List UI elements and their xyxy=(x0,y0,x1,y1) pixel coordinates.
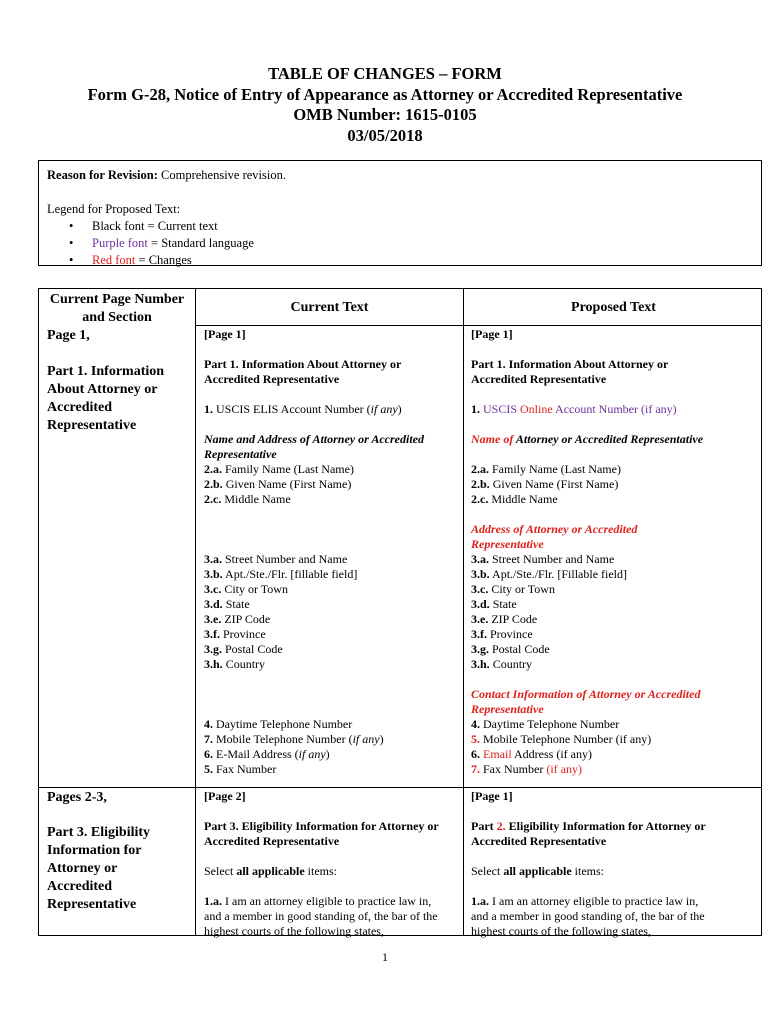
changes-table xyxy=(38,288,762,936)
header-date: 03/05/2018 xyxy=(347,125,423,145)
header-title: TABLE OF CHANGES – FORM xyxy=(268,64,502,83)
header-row-divider xyxy=(195,325,761,326)
legend-item-purple: • Purple font = Standard language xyxy=(47,235,254,252)
reason-line: Reason for Revision: Comprehensive revision. xyxy=(47,168,286,182)
column-divider xyxy=(463,289,464,935)
legend-item-black: • Black font = Current text xyxy=(47,218,254,235)
row2-proposed-text: [Page 1] Part 2. Eligibility Information for Attorney or Accredited Representative Select all applicable items: 1.a. I am an attorney eligible to practice law in, and a member in good standing of, the bar of the highest courts of the following states, xyxy=(471,789,706,938)
col-header-current: Current Text xyxy=(290,300,369,315)
row2-page: Pages 2-3, xyxy=(47,790,107,805)
column-divider xyxy=(195,289,196,935)
col-header-page: Current Page Number and Section xyxy=(49,292,185,325)
col-header-proposed: Proposed Text xyxy=(571,300,656,315)
header-omb-number: OMB Number: 1615-0105 xyxy=(293,105,477,124)
document-header xyxy=(0,64,770,146)
row2-section: Part 3. Eligibility Information for Attorney or Accredited Representative xyxy=(47,825,151,912)
legend-item-red: • Red font = Changes xyxy=(47,252,254,269)
legend-list xyxy=(47,218,254,269)
row1-page: Page 1, xyxy=(47,328,90,343)
legend-title: Legend for Proposed Text: xyxy=(47,202,181,216)
row1-current-text: [Page 1] Part 1. Information About Attorney or Accredited Representative 1. USCIS ELIS Account Number (if any) Name and Address of Attorney or Accredited Representative 2.a. Family Name (Last Name) 2.b. Given Name (First Name) 2.c. Middle Name 3.a. Street Number and Name 3.b. Apt./Ste./Flr. [fillable field] 3.c. City or Town 3.d. State 3.e. ZIP Code 3.f. Province 3.g. Postal Code 3.h. Country 4. Daytime Telephone Number 7. Mobile Telephone Number (if any) 6. E-Mail Address (if any) 5. Fax Number xyxy=(204,327,424,776)
row1-proposed-text: [Page 1] Part 1. Information About Attorney or Accredited Representative 1. USCIS Online Account Number (if any) Name of Attorney or Accredited Representative 2.a. Family Name (Last Name) 2.b. Given Name (First Name) 2.c. Middle Name Address of Attorney or Accredited Representative 3.a. Street Number and Name 3.b. Apt./Ste./Flr. [Fillable field] 3.c. City or Town 3.d. State 3.e. ZIP Code 3.f. Province 3.g. Postal Code 3.h. Country Contact Information of Attorney or Accredited Representative 4. Daytime Telephone Number 5. Mobile Telephone Number (if any) 6. Email Address (if any) 7. Fax Number (if any) xyxy=(471,327,704,776)
row1-section: Part 1. Information About Attorney or Accredited Representative xyxy=(47,364,165,433)
row2-current-text: [Page 2] Part 3. Eligibility Information for Attorney or Accredited Representative Select all applicable items: 1.a. I am an attorney eligible to practice law in, and a member in good standing of, the bar of the highest courts of the following states, xyxy=(204,789,439,938)
header-form-name: Form G-28, Notice of Entry of Appearance as Attorney or Accredited Representative xyxy=(87,84,683,104)
row-divider xyxy=(39,787,761,788)
reason-box xyxy=(38,160,762,266)
page-number: 1 xyxy=(382,950,388,964)
